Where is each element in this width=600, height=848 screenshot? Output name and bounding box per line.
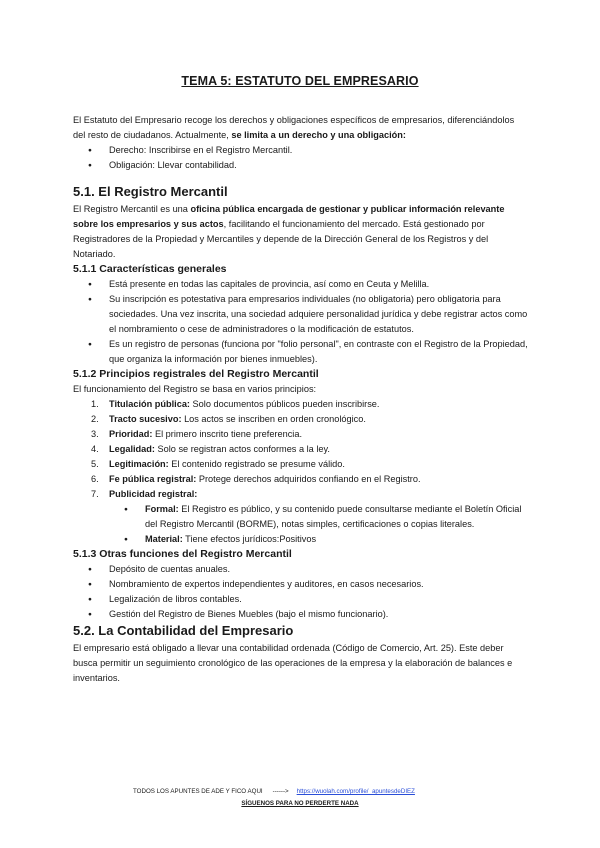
text-run: El Registro Mercantil es una (73, 204, 191, 214)
principle-name: Tracto sucesivo: (109, 414, 182, 424)
principles-list (73, 397, 529, 547)
list-item: ● Depósito de cuentas anuales. (109, 562, 529, 577)
list-item: ● Nombramiento de expertos independientes y auditores, en casos necesarios. (109, 577, 529, 592)
document-title: TEMA 5: ESTATUTO DEL EMPRESARIO (181, 74, 419, 88)
list-item: ● Legalización de libros contables. (109, 592, 529, 607)
list-item: ● Derecho: Inscribirse en el Registro Mercantil. (109, 143, 529, 158)
principle-text: Los actos se inscriben en orden cronológico. (181, 414, 366, 424)
list-item (91, 397, 529, 412)
list-item: ● Es un registro de personas (funciona por "folio personal", en contraste con el Registro de la Propiedad, que organiza la información por bienes inmuebles). (109, 337, 529, 367)
item-number: 7. (91, 489, 99, 499)
footer-line (133, 788, 415, 795)
list-item (91, 472, 529, 487)
section-heading-5-2: 5.2. La Contabilidad del Empresario (73, 623, 294, 638)
section-5-1-paragraph (73, 202, 529, 262)
principle-name: Prioridad: (109, 429, 153, 439)
list-item: ● Gestión del Registro de Bienes Muebles (bajo el mismo funcionario). (109, 607, 529, 622)
other-functions-list (73, 562, 529, 622)
list-item (91, 457, 529, 472)
sub-text: Tiene efectos jurídicos:Positivos (182, 534, 317, 544)
list-item: ● Obligación: Llevar contabilidad. (109, 158, 529, 173)
footer-text: TODOS LOS APUNTES DE ADE Y FICO AQUI (133, 788, 263, 795)
list-item (91, 427, 529, 442)
principle-text: El primero inscrito tiene preferencia. (152, 429, 303, 439)
principles-intro: El funcionamiento del Registro se basa en varios principios: (73, 384, 317, 394)
list-item (91, 487, 529, 547)
section-5-2-paragraph: El empresario está obligado a llevar una contabilidad ordenada (Código de Comercio, Art. 25). Este deber busca permitir un seguimiento cronológico de las operaciones de la empresa y la elaboración de balances e inventarios. (73, 643, 513, 683)
sub-name: Formal: (145, 504, 179, 514)
item-number: 6. (91, 474, 99, 484)
principle-text: El contenido registrado se presume válido. (168, 459, 345, 469)
intro-paragraph (73, 113, 529, 143)
principle-text: Solo documentos públicos pueden inscribirse. (190, 399, 380, 409)
sub-text: El Registro es público, y su contenido puede consultarse mediante el Boletín Oficial del Registro Mercantil (BORME), notas simples, certificaciones o copias literales. (145, 504, 522, 529)
text-run: , facilitando el funcionamiento del mercado. Está gestionado por Registradores de la Propiedad y Mercantiles y depende de la Dirección General de los Registros y del Notariado. (73, 219, 489, 259)
bold-run: oficina pública encargada de gestionar y publicar información relevante sobre los empresarios y sus actos (73, 204, 505, 229)
item-number: 1. (91, 399, 99, 409)
footer-follow: SÍGUENOS PARA NO PERDERTE NADA (241, 800, 359, 807)
section-heading-5-1: 5.1. El Registro Mercantil (73, 184, 228, 199)
intro-bold: se limita a un derecho y una obligación: (231, 130, 406, 140)
principle-text: Solo se registran actos conformes a la ley. (154, 444, 330, 454)
item-number: 4. (91, 444, 99, 454)
list-item: ● Su inscripción es potestativa para empresarios individuales (no obligatoria) pero obligatoria para sociedades. Una vez inscrita, una sociedad adquiere personalidad jurídica y debe registrar actos como el nombramiento o cese de administradores o la modificación de estatutos. (109, 292, 529, 337)
principle-name: Publicidad registral: (109, 489, 198, 499)
principle-text: Protege derechos adquiridos confiando en el Registro. (196, 474, 421, 484)
intro-list (73, 143, 529, 173)
list-item: ● Está presente en todas las capitales de provincia, así como en Ceuta y Melilla. (109, 277, 529, 292)
footer-link[interactable]: https://wuolah.com/profile/_apuntesdeDIEZ (296, 788, 415, 795)
principle-name: Legitimación: (109, 459, 169, 469)
principle-name: Titulación pública: (109, 399, 190, 409)
footer-arrow: ------> (272, 788, 289, 795)
list-item (145, 532, 529, 547)
subsection-heading-5-1-1: 5.1.1 Características generales (73, 263, 227, 275)
intro-text: El Estatuto del Empresario recoge los derechos y obligaciones específicos de empresarios, diferenciándolos del resto de ciudadanos. Actualmente, (73, 115, 515, 140)
subsection-heading-5-1-2: 5.1.2 Principios registrales del Registro Mercantil (73, 368, 319, 380)
document-body (73, 113, 529, 686)
list-item (145, 502, 529, 532)
item-number: 5. (91, 459, 99, 469)
principle-name: Fe pública registral: (109, 474, 197, 484)
item-number: 3. (91, 429, 99, 439)
list-item (91, 442, 529, 457)
characteristics-list (73, 277, 529, 367)
list-item (91, 412, 529, 427)
sub-name: Material: (145, 534, 183, 544)
principle-name: Legalidad: (109, 444, 155, 454)
item-number: 2. (91, 414, 99, 424)
publicity-sublist (109, 502, 529, 547)
subsection-heading-5-1-3: 5.1.3 Otras funciones del Registro Mercantil (73, 548, 292, 560)
